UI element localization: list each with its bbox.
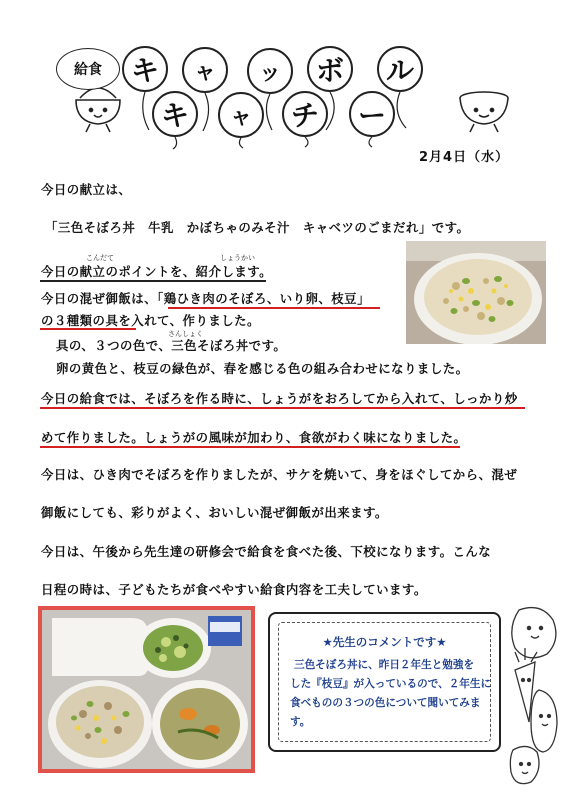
menu-text: 「三色そぼろ丼 牛乳 かぼちゃのみそ汁 キャベツのごまだれ」です。 [45, 220, 470, 235]
paragraph-1-line-4: 卵の黄色と、枝豆の緑色が、春を感じる色の組み合わせになりました。 [56, 361, 469, 376]
lunch-tray-photo [38, 606, 255, 773]
title-balloon-5: ル [377, 46, 423, 92]
soboro-rice-photo [406, 241, 546, 344]
teacher-comment-title: ★先生のコメントです★ [322, 635, 447, 649]
paragraph-3-line-2: 御飯にしても、彩りがよく、おいしい混ぜ御飯が出来ます。 [41, 505, 388, 520]
paragraph-2-line-1: 今日の給食では、そぼろを作る時に、しょうがをおろしてから入れて、しっかり炒 [41, 391, 518, 406]
p2-underline-2 [40, 446, 460, 448]
title-balloon-4: ボ [307, 46, 353, 92]
title-balloon-6: キ [152, 91, 198, 137]
vegetable-characters-decoration [505, 600, 563, 796]
title-balloon-3: ッ [247, 48, 293, 94]
title-balloon-2: ャ [182, 47, 228, 93]
ruby-sanshoku: さんしょく [168, 330, 203, 338]
teacher-comment-box [268, 612, 501, 752]
title-balloon-8: チ [282, 91, 328, 137]
p1-underline-2 [40, 328, 136, 330]
paragraph-4-line-1: 今日は、午後から先生達の研修会で給食を食べた後、下校になります。こんな [41, 544, 492, 559]
rice-bowl-character-icon [76, 88, 120, 132]
point-underline [40, 280, 266, 282]
ruby-shoukai: しょうかい [220, 254, 255, 262]
paragraph-3-line-1: 今日は、ひき肉でそぼろを作りましたが、サケを焼いて、身をほぐしてから、混ぜ [41, 467, 518, 482]
point-heading: 今日の献立のポイントを、紹介します。 [41, 264, 273, 279]
kyushoku-label: 給食 [56, 48, 120, 90]
teacher-comment-line: 三色そぼろ丼に、昨日２年生と勉強を [294, 659, 475, 671]
soup-bowl-character-icon [460, 92, 508, 132]
intro-text: 今日の献立は、 [41, 182, 132, 197]
teacher-comment-line: した『枝豆』が入っているので、２年生に [290, 678, 492, 690]
paragraph-1-line-3: 具の、３つの色で、三色そぼろ丼です。 [56, 338, 287, 353]
teacher-comment-line: 食べものの３つの色について聞いてみま [290, 697, 481, 709]
issue-date: 2月4日（水） [419, 150, 510, 165]
paragraph-4-line-2: 日程の時は、子どもたちが食べやすい給食内容を工夫しています。 [41, 582, 427, 597]
ruby-kondate: こんだて [86, 254, 114, 262]
title-balloon-7: ャ [218, 92, 264, 138]
paragraph-1-line-1: 今日の混ぜ御飯は、「鶏ひき肉のそぼろ、いり卵、枝豆」 [41, 291, 370, 306]
paragraph-2-line-2: めて作りました。しょうがの風味が加わり、食欲がわく味になりました。 [41, 430, 467, 445]
teacher-comment-line: す。 [290, 716, 311, 728]
p1-underline-1 [168, 307, 380, 309]
paragraph-1-line-2: の３種類の具を入れて、作りました。 [41, 313, 260, 328]
title-balloon-1: キ [122, 46, 168, 92]
p2-underline-1 [40, 407, 525, 409]
title-balloon-9: ー [349, 91, 395, 137]
